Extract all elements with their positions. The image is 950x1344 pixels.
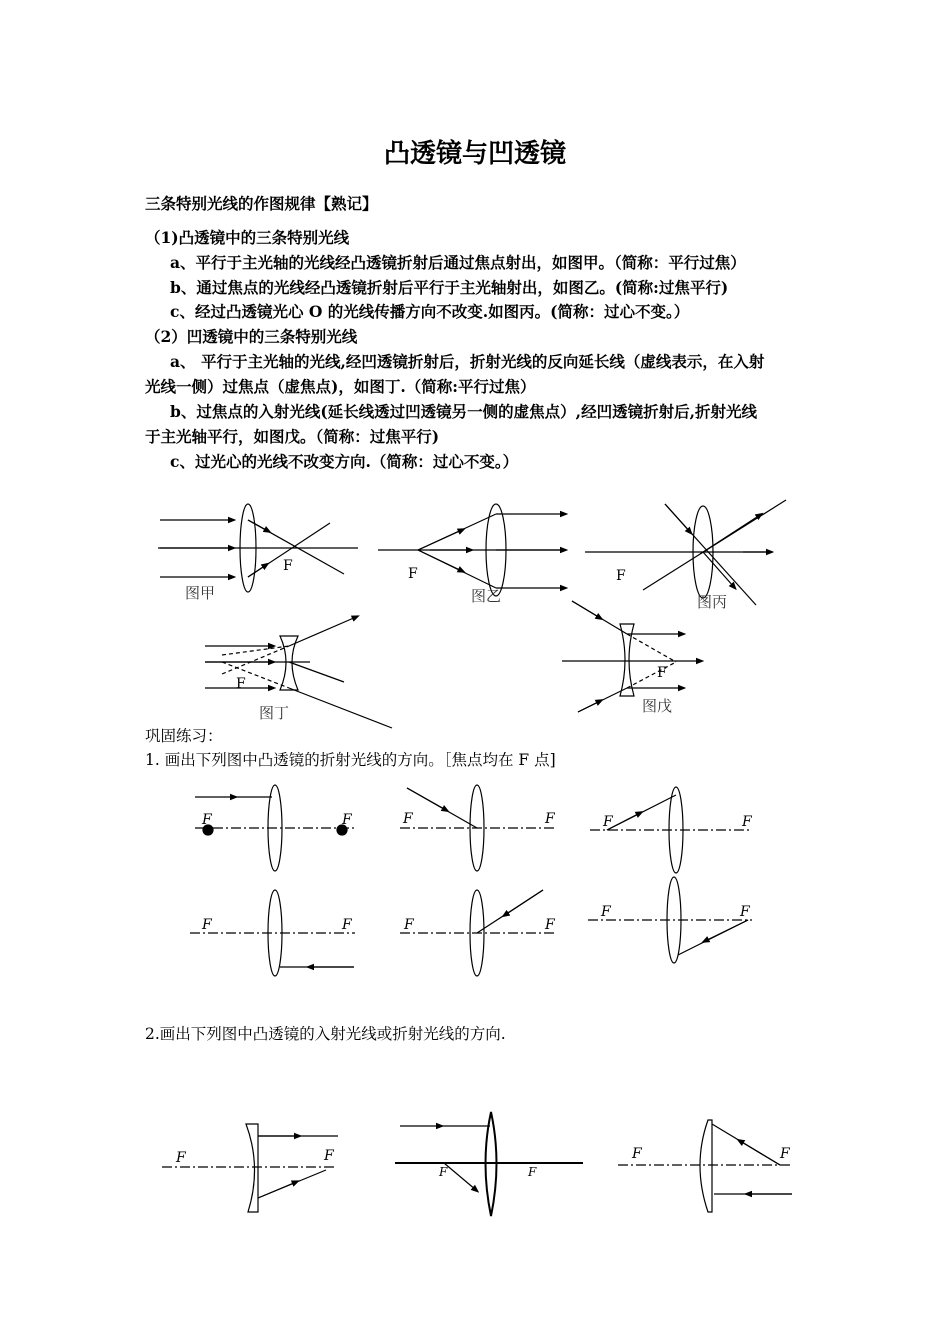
- convex-rule-c: c、经过凸透镜光心 O 的光线传播方向不改变.如图丙。(简称：过心不变。）: [170, 302, 690, 321]
- focus-label: F: [632, 1146, 642, 1162]
- convex-lens: [700, 1120, 712, 1212]
- page-title: 凸透镜与凹透镜: [383, 139, 566, 169]
- section-heading: 三条特别光线的作图规律【熟记】: [145, 194, 378, 213]
- convex-rule-b: b、通过焦点的光线经凸透镜折射后平行于主光轴射出，如图乙。(简称:过焦平行): [170, 278, 729, 297]
- concave-rule-c: c、过光心的光线不改变方向.（简称：过心不变。）: [170, 452, 519, 471]
- exercise-2c: [618, 1120, 792, 1212]
- concave-rule-b-line2: 于主光轴平行，如图戊。（简称：过焦平行): [145, 427, 440, 446]
- figure-wu-caption: 图戊: [642, 697, 673, 715]
- figure-yi-caption: 图乙: [471, 587, 502, 605]
- figure-ding-caption: 图丁: [259, 704, 290, 722]
- focus-label: F: [657, 665, 667, 681]
- focus-label: F: [176, 1150, 186, 1166]
- convex-lens: [246, 1124, 258, 1212]
- convex-heading: （1)凸透镜中的三条特别光线: [145, 228, 350, 247]
- exercise-2b: [395, 1112, 583, 1216]
- focus-label: F: [202, 812, 212, 828]
- question-1: 1. 画出下列图中凸透镜的折射光线的方向。［焦点均在 F 点]: [145, 751, 556, 769]
- focus-label: F: [601, 904, 611, 920]
- focus-label: F: [780, 1146, 790, 1162]
- concave-heading: （2）凹透镜中的三条特别光线: [145, 327, 358, 346]
- focus-label: F: [439, 1165, 448, 1179]
- focus-label: F: [408, 566, 418, 582]
- focus-label: F: [283, 558, 293, 574]
- practice-heading: 巩固练习：: [145, 727, 223, 745]
- focus-label: F: [616, 568, 626, 584]
- focus-label: F: [403, 811, 413, 827]
- question-2: 2.画出下列图中凸透镜的入射光线或折射光线的方向.: [145, 1025, 506, 1043]
- focus-label: F: [528, 1165, 537, 1179]
- concave-rule-b-line1: b、过焦点的入射光线(延长线透过凹透镜另一侧的虚焦点）,经凹透镜折射后,折射光线: [170, 402, 757, 421]
- convex-rule-a: a、平行于主光轴的光线经凸透镜折射后通过焦点射出，如图甲。（简称：平行过焦）: [170, 253, 746, 272]
- focus-label: F: [342, 917, 352, 933]
- concave-rule-a-line1: a、 平行于主光轴的光线,经凹透镜折射后，折射光线的反向延长线（虚线表示，在入射: [170, 352, 765, 371]
- focus-label: F: [404, 917, 414, 933]
- focus-label: F: [545, 811, 555, 827]
- focus-label: F: [740, 904, 750, 920]
- focus-label: F: [742, 814, 752, 830]
- focus-label: F: [545, 917, 555, 933]
- focus-label: F: [324, 1148, 334, 1164]
- focus-label: F: [236, 676, 246, 692]
- concave-rule-a-line2: 光线一侧）过焦点（虚焦点)，如图丁.（简称:平行过焦）: [145, 377, 536, 396]
- figure-jia-caption: 图甲: [185, 584, 216, 602]
- exercise-2a: [162, 1124, 338, 1212]
- focus-label: F: [342, 812, 352, 828]
- focus-label: F: [603, 814, 613, 830]
- focus-label: F: [202, 917, 212, 933]
- figure-bing-caption: 图丙: [697, 593, 728, 611]
